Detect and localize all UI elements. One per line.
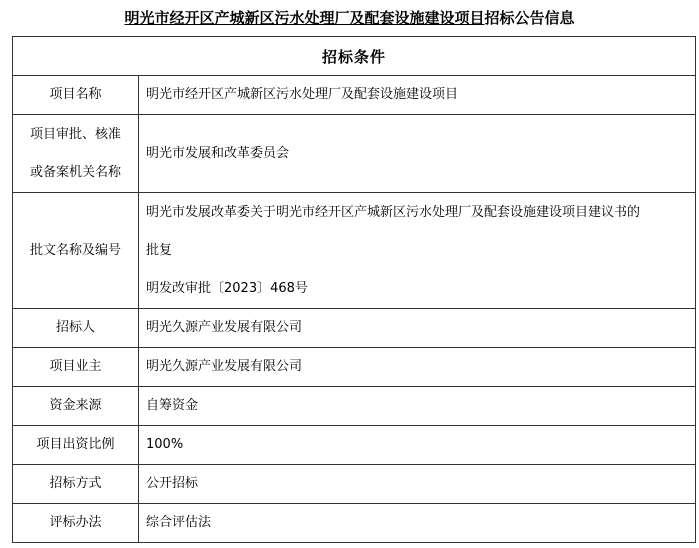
- table-row: [13, 76, 696, 115]
- row-value: 100%: [139, 426, 696, 465]
- row-label: 项目业主: [13, 348, 139, 387]
- section-header: 招标条件: [13, 37, 696, 76]
- row-label-line: 或备案机关名称: [29, 164, 121, 180]
- table-row: [13, 504, 696, 543]
- row-label: [13, 115, 139, 193]
- row-label: 评标办法: [13, 504, 139, 543]
- row-label: 资金来源: [13, 387, 139, 426]
- row-label: 项目名称: [13, 76, 139, 115]
- row-label: 招标方式: [13, 465, 139, 504]
- row-label: 招标人: [13, 309, 139, 348]
- row-value: [139, 193, 696, 309]
- table-row: [13, 37, 696, 76]
- page-title-suffix: 招标公告信息: [484, 9, 575, 27]
- row-label: 批文名称及编号: [13, 193, 139, 309]
- tender-conditions-table: [12, 36, 696, 543]
- row-label-line: 项目审批、核准: [29, 126, 121, 142]
- table-row: [13, 387, 696, 426]
- page-title-project: 明光市经开区产城新区污水处理厂及配套设施建设项目: [124, 9, 485, 27]
- table-row: [13, 465, 696, 504]
- table-row: [13, 348, 696, 387]
- row-value: 明光久源产业发展有限公司: [139, 309, 696, 348]
- row-value: 综合评估法: [139, 504, 696, 543]
- row-value: 自筹资金: [139, 387, 696, 426]
- row-value-line: 明光市发展改革委关于明光市经开区产城新区污水处理厂及配套设施建设项目建议书的: [146, 204, 641, 220]
- table-row: [13, 426, 696, 465]
- row-value-line: 明发改审批〔2023〕468号: [146, 280, 308, 296]
- row-value-line: 批复: [146, 242, 173, 258]
- row-value: 明光久源产业发展有限公司: [139, 348, 696, 387]
- row-value: 明光市经开区产城新区污水处理厂及配套设施建设项目: [139, 76, 696, 115]
- row-value: 公开招标: [139, 465, 696, 504]
- table-row: [13, 193, 696, 309]
- row-value: 明光市发展和改革委员会: [139, 115, 696, 193]
- table-row: [13, 309, 696, 348]
- row-label: 项目出资比例: [13, 426, 139, 465]
- page-title: [0, 0, 699, 36]
- table-row: [13, 115, 696, 193]
